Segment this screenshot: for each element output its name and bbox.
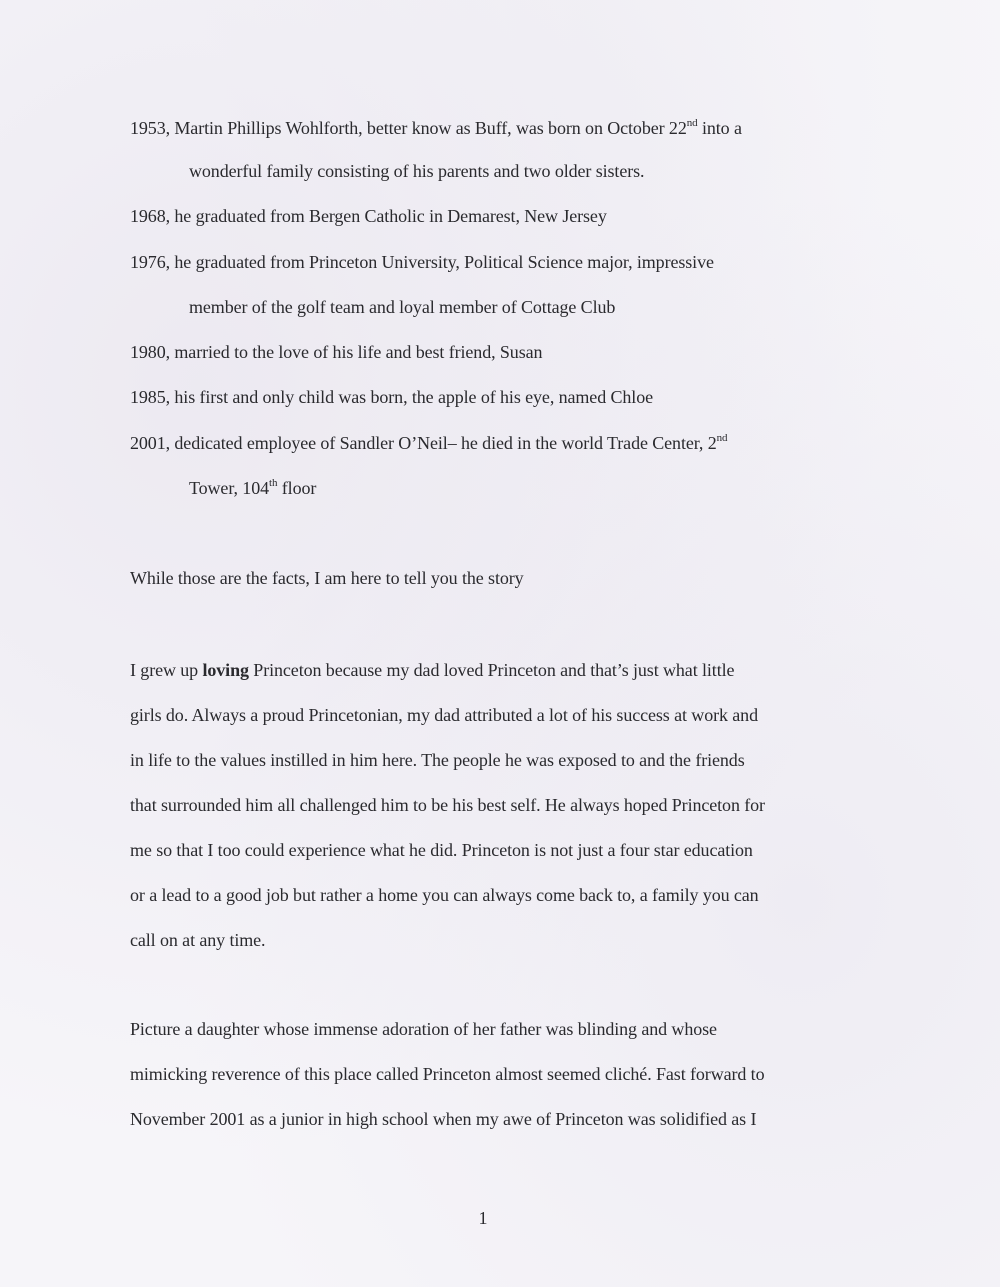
paragraph1-line: me so that I too could experience what he did. Princeton is not just a four star education [130, 840, 753, 860]
page-number: 1 [478, 1208, 488, 1228]
ordinal-suffix: nd [686, 117, 698, 129]
timeline-text: 2001, dedicated employee of Sandler O’Neil– he died in the world Trade Center, 2 [130, 433, 717, 453]
timeline-entry-1976: 1976, he graduated from Princeton University, Political Science major, impressive [130, 252, 714, 272]
timeline-text: floor [277, 478, 317, 498]
paragraph1-line: that surrounded him all challenged him to be his best self. He always hoped Princeton for [130, 795, 765, 815]
timeline-text: into a [697, 118, 742, 138]
paragraph1-line: in life to the values instilled in him here. The people he was exposed to and the friends [130, 750, 745, 770]
paragraph2-line: mimicking reverence of this place called Princeton almost seemed cliché. Fast forward to [130, 1064, 765, 1084]
paragraph2-line: Picture a daughter whose immense adoration of her father was blinding and whose [130, 1019, 717, 1039]
timeline-entry-2001-continuation [189, 477, 316, 499]
paragraph1-line [130, 659, 734, 681]
transition-sentence: While those are the facts, I am here to tell you the story [130, 568, 524, 588]
timeline-entry-1980: 1980, married to the love of his life and best friend, Susan [130, 342, 543, 362]
timeline-entry-1953 [130, 117, 742, 139]
timeline-entry-1976-continuation: member of the golf team and loyal member of Cottage Club [189, 297, 616, 317]
timeline-entry-2001 [130, 432, 727, 454]
paragraph1-line: or a lead to a good job but rather a home you can always come back to, a family you can [130, 885, 759, 905]
timeline-text: 1953, Martin Phillips Wohlforth, better know as Buff, was born on October 22 [130, 118, 687, 138]
timeline-entry-1953-continuation: wonderful family consisting of his parents and two older sisters. [189, 161, 645, 181]
timeline-entry-1968: 1968, he graduated from Bergen Catholic in Demarest, New Jersey [130, 206, 607, 226]
paragraph1-line: call on at any time. [130, 930, 266, 950]
text-span: I grew up [130, 660, 203, 680]
emphasis-text: loving [202, 660, 249, 680]
paragraph1-line: girls do. Always a proud Princetonian, my dad attributed a lot of his success at work and [130, 705, 758, 725]
paragraph2-line: November 2001 as a junior in high school when my awe of Princeton was solidified as I [130, 1109, 757, 1129]
ordinal-suffix: nd [716, 432, 728, 444]
timeline-entry-1985: 1985, his first and only child was born, the apple of his eye, named Chloe [130, 387, 653, 407]
ordinal-suffix: th [269, 477, 278, 489]
text-span: Princeton because my dad loved Princeton and that’s just what little [248, 660, 735, 680]
timeline-text: Tower, 104 [189, 478, 270, 498]
